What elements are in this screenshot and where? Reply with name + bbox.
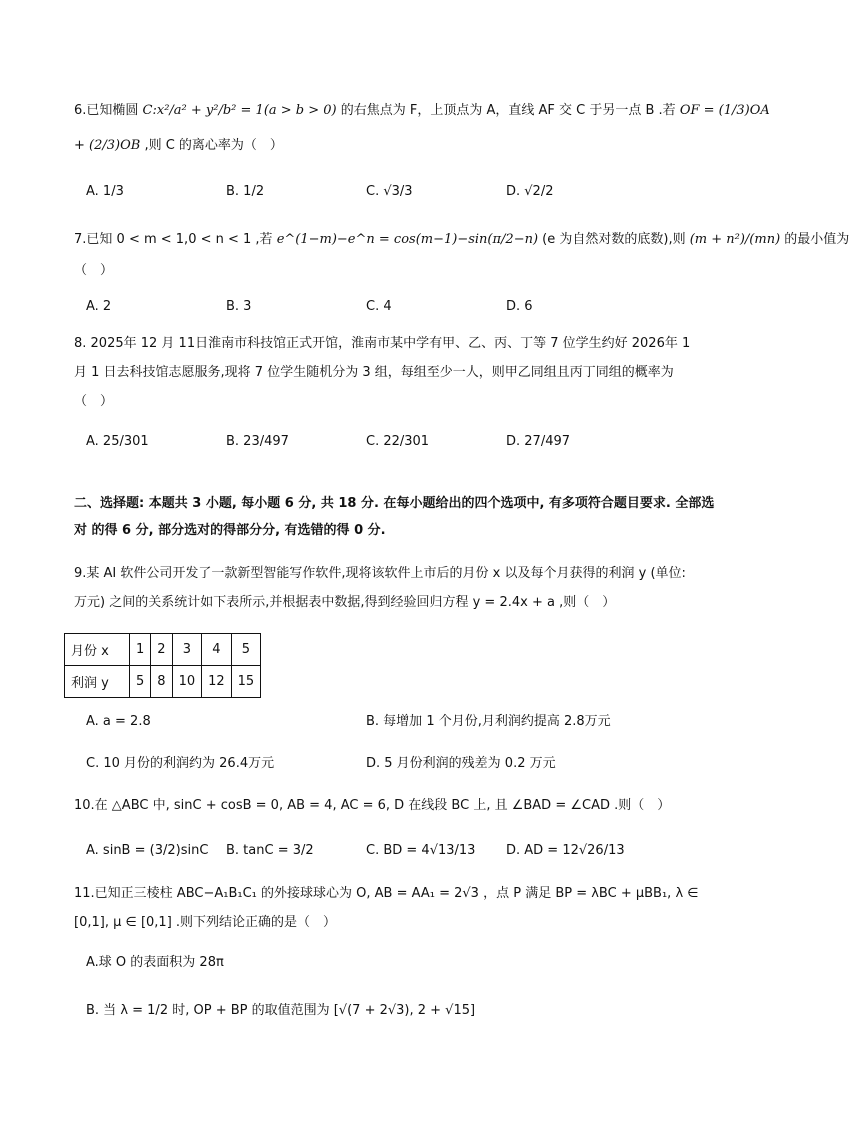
q8-line-1: 8. 2025年 12 月 11日淮南市科技馆正式开馆，淮南市某中学有甲、乙、丙、丁等 7 位学生约好 2026年 1: [74, 336, 691, 351]
table-cell: 4: [202, 634, 232, 666]
q6-vector-eq-1: OF = (1/3)OA: [679, 103, 770, 118]
q7-option-b[interactable]: B. 3: [226, 299, 252, 314]
q8-option-b[interactable]: B. 23/497: [226, 434, 289, 449]
q6-option-b[interactable]: B. 1/2: [226, 184, 265, 199]
q9-line-2: 万元) 之间的关系统计如下表所示,并根据表中数据,得到经验回归方程 y = 2.4x + a ,则（ ）: [74, 595, 616, 610]
q6-vector-eq-2: (2/3)OB: [89, 138, 141, 153]
q11-option-b[interactable]: B. 当 λ = 1/2 时, OP + BP 的取值范围为 [√(7 + 2√3), 2 + √15]: [86, 1003, 476, 1018]
q11-line-2: [0,1], μ ∈ [0,1] .则下列结论正确的是（ ）: [74, 915, 337, 930]
q8-option-d[interactable]: D. 27/497: [506, 434, 571, 449]
q7-options: [86, 296, 746, 318]
q6-option-a[interactable]: A. 1/3: [86, 184, 124, 199]
q10-option-a[interactable]: A. sinB = (3/2)sinC: [86, 843, 209, 858]
q7-option-c[interactable]: C. 4: [366, 299, 392, 314]
q9-options-row-2: [86, 753, 746, 775]
table-cell: 12: [202, 666, 232, 698]
table-header-profit: 利润 y: [65, 666, 130, 698]
q9-line-1: 9.某 AI 软件公司开发了一款新型智能写作软件,现将该软件上市后的月份 x 以及每个月获得的利润 y (单位:: [74, 566, 686, 581]
q8-line-2: 月 1 日去科技馆志愿服务,现将 7 位学生随机分为 3 组，每组至少一人，则甲乙同组且丙丁同组的概率为: [74, 365, 674, 380]
q10-option-b[interactable]: B. tanC = 3/2: [226, 843, 314, 858]
q6-options: [86, 181, 746, 203]
q7-line-1: 7.已知 0 < m < 1,0 < n < 1 ,若 e^(1−m)−e^n = cos(m−1)−sin(π/2−n) (e 为自然对数的底数),则 (m + n²)/(mn) 的最小值为: [74, 232, 849, 247]
q10-line-1: 10.在 △ABC 中, sinC + cosB = 0, AB = 4, AC = 6, D 在线段 BC 上, 且 ∠BAD = ∠CAD .则（ ）: [74, 798, 671, 813]
table-cell: 3: [172, 634, 202, 666]
q9-options-row-1: [86, 711, 746, 733]
q9-option-c[interactable]: C. 10 月份的利润约为 26.4万元: [86, 756, 275, 771]
table-row: [65, 666, 261, 698]
table-cell: 15: [231, 666, 261, 698]
q8-option-c[interactable]: C. 22/301: [366, 434, 430, 449]
table-row: [65, 634, 261, 666]
q9-option-a[interactable]: A. a = 2.8: [86, 714, 151, 729]
q8-options: [86, 431, 746, 453]
q6-option-d[interactable]: D. √2/2: [506, 184, 554, 199]
q9-option-b[interactable]: B. 每增加 1 个月份,月利润约提高 2.8万元: [366, 714, 611, 729]
section-2-heading-line-1: 二、选择题: 本题共 3 小题, 每小题 6 分, 共 18 分. 在每小题给出的四个选项中, 有多项符合题目要求. 全部选: [74, 496, 715, 511]
q9-option-d[interactable]: D. 5 月份利润的残差为 0.2 万元: [366, 756, 556, 771]
q7-option-a[interactable]: A. 2: [86, 299, 112, 314]
q7-line-2: （ ）: [74, 263, 114, 278]
q10-options: [86, 840, 746, 862]
table-cell: 1: [130, 634, 151, 666]
q9-data-table: [64, 633, 261, 698]
q6-option-c[interactable]: C. √3/3: [366, 184, 413, 199]
q7-expression: (m + n²)/(mn): [689, 232, 781, 247]
q6-line-2: + (2/3)OB ,则 C 的离心率为（ ）: [74, 138, 283, 153]
table-cell: 10: [172, 666, 202, 698]
q10-option-d[interactable]: D. AD = 12√26/13: [506, 843, 625, 858]
q11-option-a[interactable]: A.球 O 的表面积为 28π: [86, 955, 224, 970]
q10-option-c[interactable]: C. BD = 4√13/13: [366, 843, 476, 858]
q6-line-1: 6.已知椭圆 C:x²/a² + y²/b² = 1(a > b > 0) 的右焦点为 F，上顶点为 A，直线 AF 交 C 于另一点 B .若 OF = (1/3)OA: [74, 103, 770, 118]
q8-line-3: （ ）: [74, 394, 114, 409]
table-cell: 5: [231, 634, 261, 666]
q7-option-d[interactable]: D. 6: [506, 299, 533, 314]
section-2-heading-line-2: 对 的得 6 分, 部分选对的得部分分, 有选错的得 0 分.: [74, 523, 386, 538]
table-cell: 2: [151, 634, 172, 666]
table-header-month: 月份 x: [65, 634, 130, 666]
table-cell: 8: [151, 666, 172, 698]
q8-option-a[interactable]: A. 25/301: [86, 434, 149, 449]
q6-ellipse-formula: C:x²/a² + y²/b² = 1(a > b > 0): [142, 103, 337, 118]
table-cell: 5: [130, 666, 151, 698]
q7-equation: e^(1−m)−e^n = cos(m−1)−sin(π/2−n): [276, 232, 539, 247]
q11-line-1: 11.已知正三棱柱 ABC−A₁B₁C₁ 的外接球球心为 O, AB = AA₁ = 2√3 ，点 P 满足 BP = λBC + μBB₁, λ ∈: [74, 886, 699, 901]
